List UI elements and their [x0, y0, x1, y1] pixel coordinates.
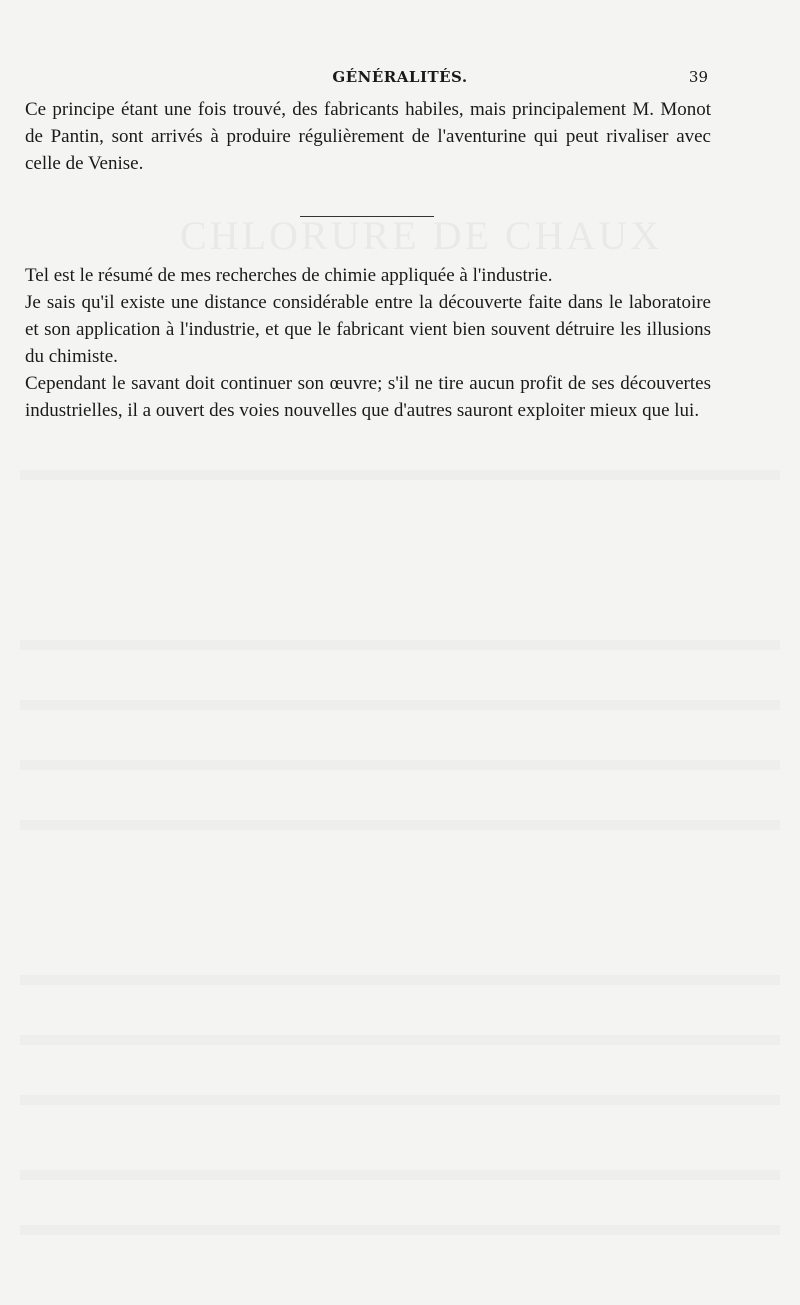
show-through-band [20, 975, 780, 985]
running-title: GÉNÉRALITÉS. [332, 68, 468, 86]
show-through-band [20, 700, 780, 710]
show-through-band [20, 1170, 780, 1180]
show-through-band [20, 1035, 780, 1045]
show-through-band [20, 640, 780, 650]
text-block-top [25, 96, 711, 177]
show-through-band [20, 820, 780, 830]
running-head [0, 68, 800, 92]
paragraph: Cependant le savant doit continuer son œuvre; s'il ne tire aucun profit de ses découvertes industrielles, il a ouvert des voies nouvelles que d'autres sauront exploiter mieux que lui. [25, 373, 711, 421]
paragraph: Je sais qu'il existe une distance considérable entre la découverte faite dans le laboratoire et son application à l'industrie, et que le fabricant vient bien souvent détruire les illusions du chimiste. [25, 292, 711, 367]
show-through-band [20, 1225, 780, 1235]
page-number: 39 [688, 68, 708, 86]
show-through-heading: CHLORURE DE CHAUX [180, 213, 663, 258]
paragraph: Ce principe étant une fois trouvé, des fabricants habiles, mais principalement M. Monot de Pantin, sont arrivés à produire régulièrement de l'aventurine qui peut rivaliser avec celle de Venise. [25, 99, 711, 174]
paragraph: Tel est le résumé de mes recherches de chimie appliquée à l'industrie. [25, 265, 553, 286]
show-through-band [20, 1095, 780, 1105]
section-divider [300, 216, 434, 217]
show-through-band [20, 760, 780, 770]
show-through-band [20, 470, 780, 480]
text-block-bottom [25, 262, 711, 424]
